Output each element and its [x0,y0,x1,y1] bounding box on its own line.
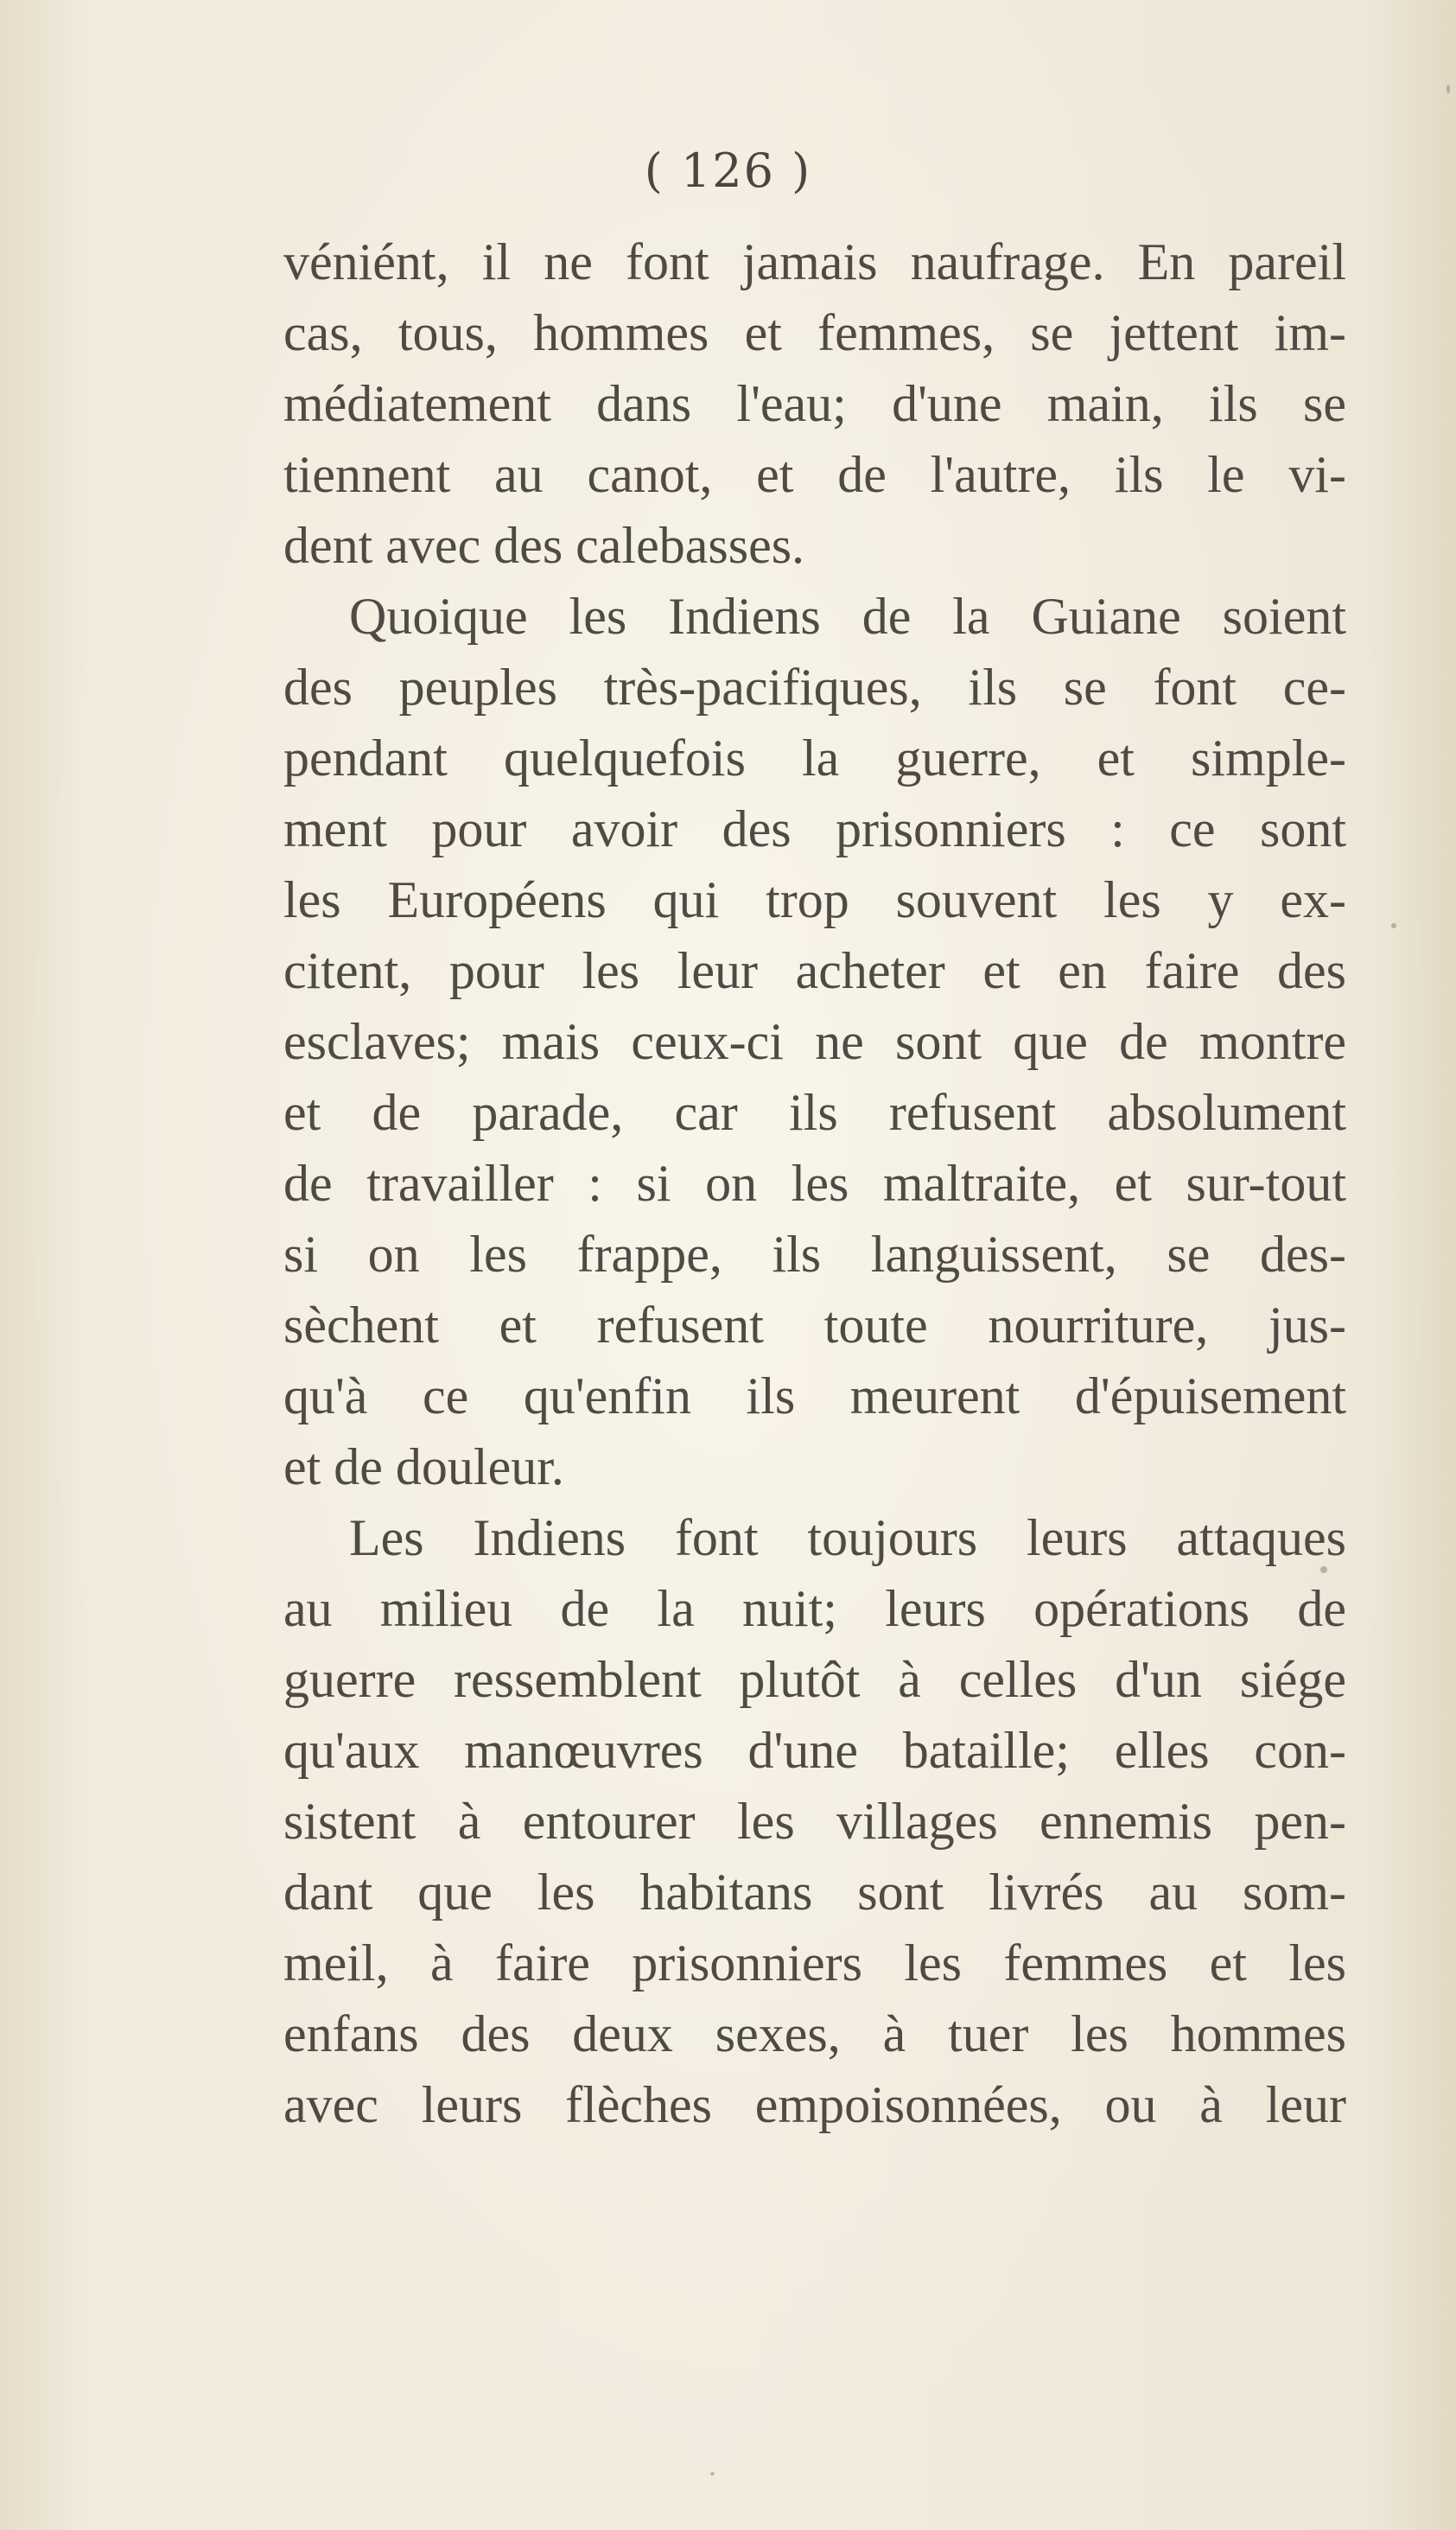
paper-speck [1320,1566,1327,1573]
text-line: sistent à entourer les villages ennemis pen- [283,1793,1346,1850]
text-line: enfans des deux sexes, à tuer les hommes [283,2005,1346,2062]
page-number: ( 126 ) [644,143,812,198]
body-text [283,226,1346,2140]
text-line: les Européens qui trop souvent les y ex- [283,871,1346,928]
text-line: dent avec des calebasses. [283,517,805,574]
text-line: médiatement dans l'eau; d'une main, ils se [283,375,1346,432]
text-line: ment pour avoir des prisonniers : ce sont [283,800,1346,857]
text-line: de travailler : si on les maltraite, et sur-tout [283,1155,1346,1212]
text-line: esclaves; mais ceux-ci ne sont que de montre [283,1013,1346,1070]
text-line: guerre ressemblent plutôt à celles d'un siége [283,1651,1346,1708]
text-line: sèchent et refusent toute nourriture, jus- [283,1297,1346,1354]
text-line: tiennent au canot, et de l'autre, ils le vi- [283,446,1346,503]
text-line: Quoique les Indiens de la Guiane soient [349,588,1346,645]
text-line: véniént, il ne font jamais naufrage. En pareil [283,233,1346,290]
text-line: qu'aux manœuvres d'une bataille; elles con- [283,1722,1346,1779]
paper-speck [1391,923,1396,928]
text-line: dant que les habitans sont livrés au som- [283,1864,1346,1921]
text-line: si on les frappe, ils languissent, se des- [283,1226,1346,1283]
text-line: avec leurs flèches empoisonnées, ou à leur [283,2076,1346,2133]
text-line: Les Indiens font toujours leurs attaques [349,1509,1346,1566]
paper-speck [710,2472,715,2476]
text-line: des peuples très-pacifiques, ils se font ce- [283,659,1346,716]
text-line: qu'à ce qu'enfin ils meurent d'épuisement [283,1367,1346,1424]
text-line: meil, à faire prisonniers les femmes et les [283,1934,1346,1991]
text-line: cas, tous, hommes et femmes, se jettent im- [283,304,1346,361]
text-line: citent, pour les leur acheter et en faire des [283,942,1346,999]
text-line: et de parade, car ils refusent absolument [283,1084,1346,1141]
text-line: au milieu de la nuit; leurs opérations de [283,1580,1346,1637]
text-line: et de douleur. [283,1438,564,1495]
paper-speck [1446,85,1450,93]
text-line: pendant quelquefois la guerre, et simple- [283,730,1346,787]
